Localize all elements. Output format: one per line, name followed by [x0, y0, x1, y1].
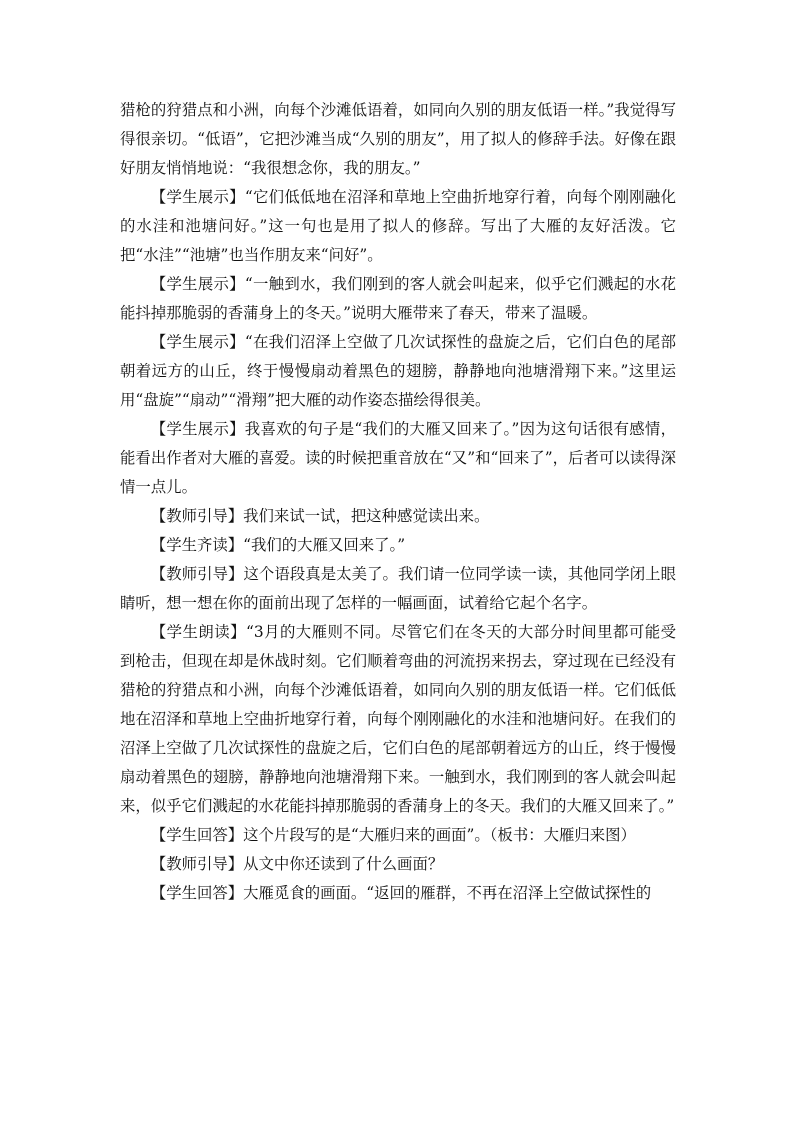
paragraph-student-show-3: 【学生展示】“在我们沼泽上空做了几次试探性的盘旋之后，它们白色的尾部朝着远方的山丘，终于慢慢扇动着黑色的翅膀，静静地向池塘滑翔下来。”这里运用“盘旋”“扇动”“滑翔”把大雁的动作姿态描绘得很美。	[120, 333, 676, 409]
paragraph-student-answer-2: 【学生回答】大雁觅食的画面。“返回的雁群，不再在沼泽上空做试探性的	[150, 884, 652, 902]
paragraph-student-reading: 【学生朗读】“3月的大雁则不同。尽管它们在冬天的大部分时间里都可能受到枪击，但现在却是休战时刻。它们顺着弯曲的河流拐来拐去，穿过现在已经没有猎枪的狩猎点和小洲，向每个沙滩低语着，如同向久别的朋友低语一样。它们低低地在沼泽和草地上空曲折地穿行着，向每个刚刚融化的水洼和池塘问好。在我们的沼泽上空做了几次试探性的盘旋之后，它们白色的尾部朝着远方的山丘，终于慢慢扇动着黑色的翅膀，静静地向池塘滑翔下来。一触到水，我们刚到的客人就会叫起来，似乎它们溅起的水花能抖掉那脆弱的香蒲身上的冬天。我们的大雁又回来了。”	[120, 623, 676, 815]
paragraph-student-show-1: 【学生展示】“它们低低地在沼泽和草地上空曲折地穿行着，向每个刚刚融化的水洼和池塘问好。”这一句也是用了拟人的修辞。写出了大雁的友好活泼。它把“水洼”“池塘”也当作朋友来“问好”。	[120, 188, 676, 264]
paragraph-student-show-4: 【学生展示】我喜欢的句子是“我们的大雁又回来了。”因为这句话很有感情，能看出作者对大雁的喜爱。读的时候把重音放在“又”和“回来了”，后者可以读得深情一点儿。	[120, 420, 676, 496]
paragraph-teacher-guide-3: 【教师引导】从文中你还读到了什么画面？	[150, 855, 444, 873]
paragraph-student-show-2: 【学生展示】“一触到水，我们刚到的客人就会叫起来，似乎它们溅起的水花能抖掉那脆弱的香蒲身上的冬天。”说明大雁带来了春天，带来了温暖。	[120, 275, 676, 322]
paragraph-teacher-guide-2: 【教师引导】这个语段真是太美了。我们请一位同学读一读，其他同学闭上眼睛听，想一想在你的面前出现了怎样的一幅画面，试着给它起个名字。	[120, 565, 676, 612]
paragraph-student-chorus: 【学生齐读】“我们的大雁又回来了。”	[150, 536, 406, 554]
paragraph-student-answer-1: 【学生回答】这个片段写的是“大雁归来的画面”。（板书：大雁归来图）	[150, 826, 636, 844]
document-page	[120, 96, 676, 908]
paragraph-teacher-guide-1: 【教师引导】我们来试一试，把这种感觉读出来。	[150, 507, 490, 525]
paragraph-continuation: 猎枪的狩猎点和小洲，向每个沙滩低语着，如同向久别的朋友低语一样。”我觉得写得很亲切。“低语”，它把沙滩当成“久别的朋友”，用了拟人的修辞手法。好像在跟好朋友悄悄地说：“我很想念你，我的朋友。”	[120, 101, 676, 177]
